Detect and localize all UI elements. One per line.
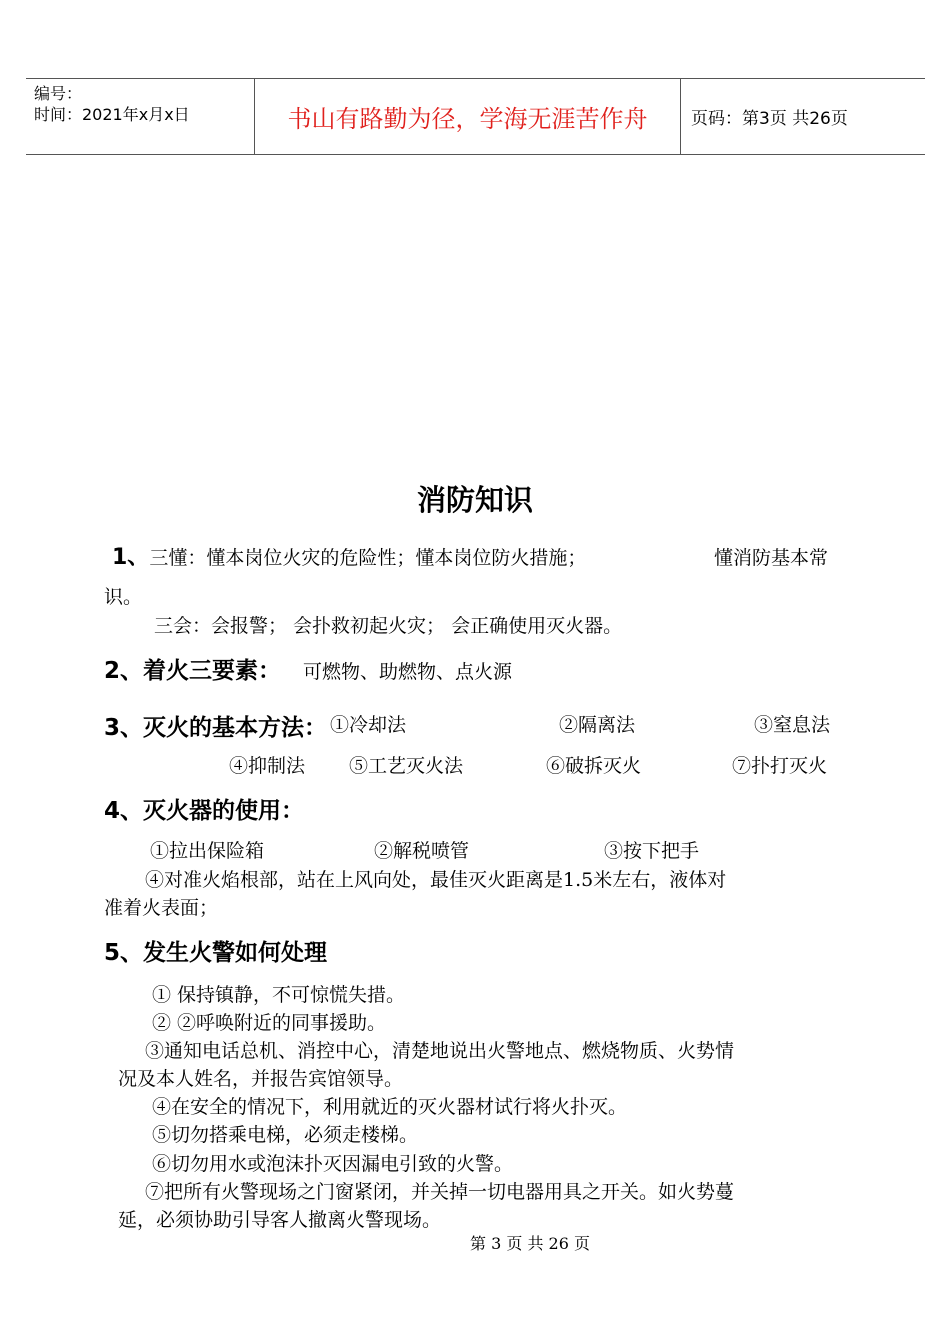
method-item: ④抑制法 (229, 755, 306, 777)
section-1-line-1b: 懂消防基本常 (714, 547, 829, 569)
method-item: ③窒息法 (754, 714, 831, 736)
section-2-text: 可燃物、助燃物、点火源 (303, 661, 513, 683)
extinguisher-step-4: ④对准火焰根部，站在上风向处，最佳灭火距离是1.5米左右，液体对 (145, 869, 727, 891)
section-3-heading: 3、灭火的基本方法： (104, 715, 328, 741)
section-5-heading: 5、发生火警如何处理 (104, 940, 328, 966)
alarm-step: ④在安全的情况下，利用就近的灭火器材试行将火扑灭。 (152, 1096, 628, 1118)
page-footer: 第 3 页 共 26 页 (470, 1234, 590, 1253)
page-header (26, 78, 925, 155)
extinguisher-step: ②解税喷管 (374, 840, 470, 862)
alarm-step-cont: 延，必须协助引导客人撤离火警现场。 (118, 1209, 442, 1231)
alarm-step: ⑥切勿用水或泡沫扑灭因漏电引致的火警。 (152, 1153, 514, 1175)
header-page-label: 页码：第3页 共26页 (691, 109, 848, 129)
document-title: 消防知识 (416, 483, 533, 517)
section-4-heading: 4、灭火器的使用： (104, 798, 305, 824)
section-1-line-1c: 识。 (104, 586, 143, 608)
method-item: ②隔离法 (559, 714, 636, 736)
alarm-step: ① 保持镇静，不可惊慌失措。 (152, 984, 406, 1006)
section-1-number: 1、 (112, 545, 150, 570)
time-label: 时间：2021年x月x日 (34, 105, 190, 124)
section-1-line-1 (112, 540, 586, 571)
section-2-title: 2、着火三要素： (104, 658, 282, 684)
extinguisher-step: ①拉出保险箱 (150, 840, 265, 862)
header-motto: 书山有路勤为径，学海无涯苦作舟 (255, 79, 681, 154)
alarm-step: ② ②呼唤附近的同事援助。 (152, 1012, 387, 1034)
method-item: ⑥破拆灭火 (546, 755, 642, 777)
method-item: ⑦扑打灭火 (732, 755, 828, 777)
alarm-step-cont: 况及本人姓名，并报告宾馆领导。 (118, 1068, 404, 1090)
number-label: 编号： (34, 84, 83, 103)
extinguisher-step: ③按下把手 (604, 840, 700, 862)
section-1-text: 三懂：懂本岗位火灾的危险性；懂本岗位防火措施； (149, 547, 587, 569)
alarm-step: ③通知电话总机、消控中心，清楚地说出火警地点、燃烧物质、火势情 (145, 1040, 735, 1062)
alarm-step: ⑦把所有火警现场之门窗紧闭，并关掉一切电器用具之开关。如火势蔓 (145, 1181, 735, 1203)
header-left-cell (26, 79, 255, 154)
alarm-step: ⑤切勿搭乘电梯，必须走楼梯。 (152, 1124, 419, 1146)
method-item: ①冷却法 (330, 714, 407, 736)
extinguisher-step-4-cont: 准着火表面； (104, 897, 219, 919)
method-item: ⑤工艺灭火法 (349, 755, 464, 777)
section-1-line-2: 三会：会报警； 会扑救初起火灾； 会正确使用灭火器。 (154, 615, 623, 637)
section-2-heading (104, 652, 512, 685)
